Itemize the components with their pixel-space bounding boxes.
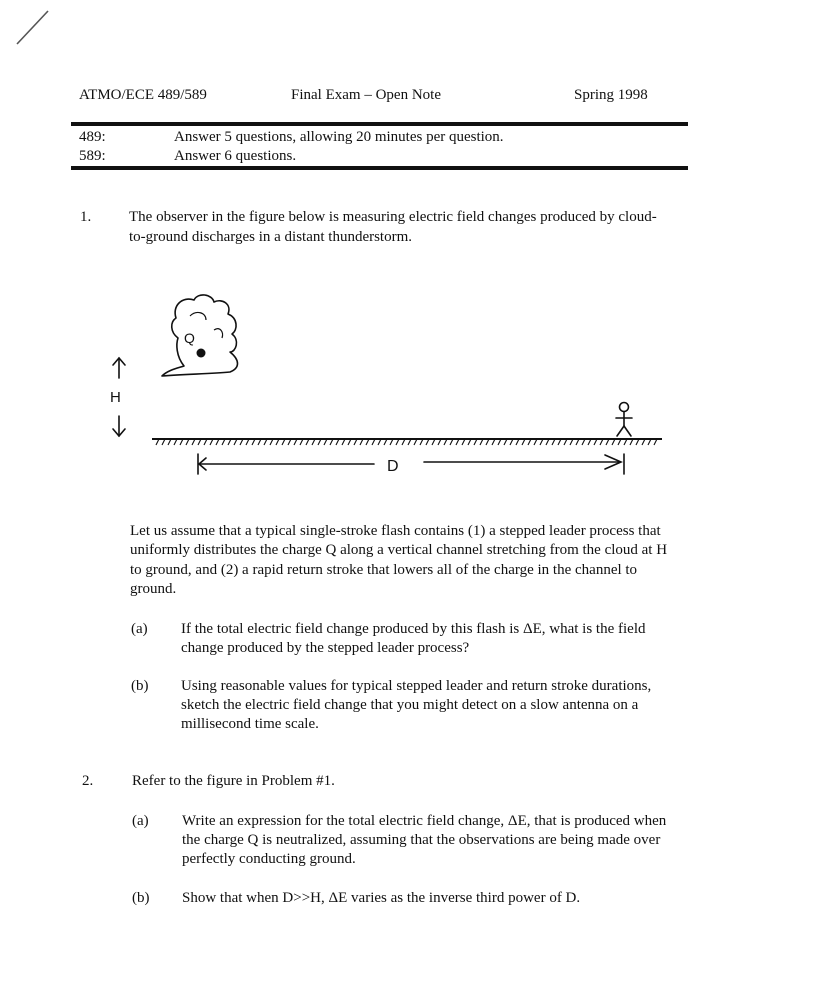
- problem-2b-label: (b): [132, 890, 150, 906]
- problem-1-text-line-1: The observer in the figure below is measuring electric field changes produced by cloud-: [129, 209, 657, 225]
- charge-dot: [197, 349, 206, 358]
- problem-2-text: Refer to the figure in Problem #1.: [132, 773, 335, 789]
- distance-label: D: [387, 458, 399, 475]
- exam-term: Spring 1998: [574, 87, 648, 103]
- course-code: ATMO/ECE 489/589: [79, 87, 207, 103]
- problem-1b-line-2: sketch the electric field change that you might detect on a slow antenna on a: [181, 697, 639, 713]
- instruction-label-489: 489:: [79, 129, 106, 145]
- problem-1a-line-2: change produced by the stepped leader process?: [181, 640, 470, 656]
- instruction-text-489: Answer 5 questions, allowing 20 minutes per question.: [174, 129, 504, 145]
- problem-2a-line-3: perfectly conducting ground.: [182, 851, 356, 867]
- problem-1-body-line-3: to ground, and (2) a rapid return stroke that lowers all of the charge in the channel to: [130, 562, 638, 578]
- instruction-label-589: 589:: [79, 148, 106, 164]
- problem-1-body-line-1: Let us assume that a typical single-stroke flash contains (1) a stepped leader process that: [130, 523, 661, 539]
- problem-1a-label: (a): [131, 621, 148, 637]
- problem-2a-label: (a): [132, 813, 149, 829]
- problem-2-number: 2.: [82, 773, 94, 789]
- problem-1a-line-1: If the total electric field change produced by this flash is ΔE, what is the field: [181, 621, 646, 637]
- problem-2b-line-1: Show that when D>>H, ΔE varies as the inverse third power of D.: [182, 890, 581, 906]
- problem-1b-line-3: millisecond time scale.: [181, 716, 319, 732]
- problem-1-number: 1.: [80, 209, 92, 225]
- problem-1-body-line-4: ground.: [130, 581, 177, 597]
- observer-stick-figure: [616, 403, 632, 437]
- cloud-icon: [162, 295, 238, 376]
- height-label: H: [110, 389, 121, 406]
- cloud-charge-label: Q: [184, 330, 195, 346]
- distance-indicator: [198, 454, 624, 474]
- problem-1-body-line-2: uniformly distributes the charge Q along a vertical channel stretching from the cloud at H: [130, 542, 668, 558]
- problem-1-text-line-2: to-ground discharges in a distant thunderstorm.: [129, 229, 413, 245]
- problem-1b-line-1: Using reasonable values for typical stepped leader and return stroke durations,: [181, 678, 652, 694]
- problem-2a-line-2: the charge Q is neutralized, assuming that the observations are being made over: [182, 832, 661, 848]
- instruction-text-589: Answer 6 questions.: [174, 148, 297, 164]
- exam-title: Final Exam – Open Note: [291, 87, 441, 103]
- problem-1b-label: (b): [131, 678, 149, 694]
- problem-2a-line-1: Write an expression for the total electric field change, ΔE, that is produced when: [182, 813, 667, 829]
